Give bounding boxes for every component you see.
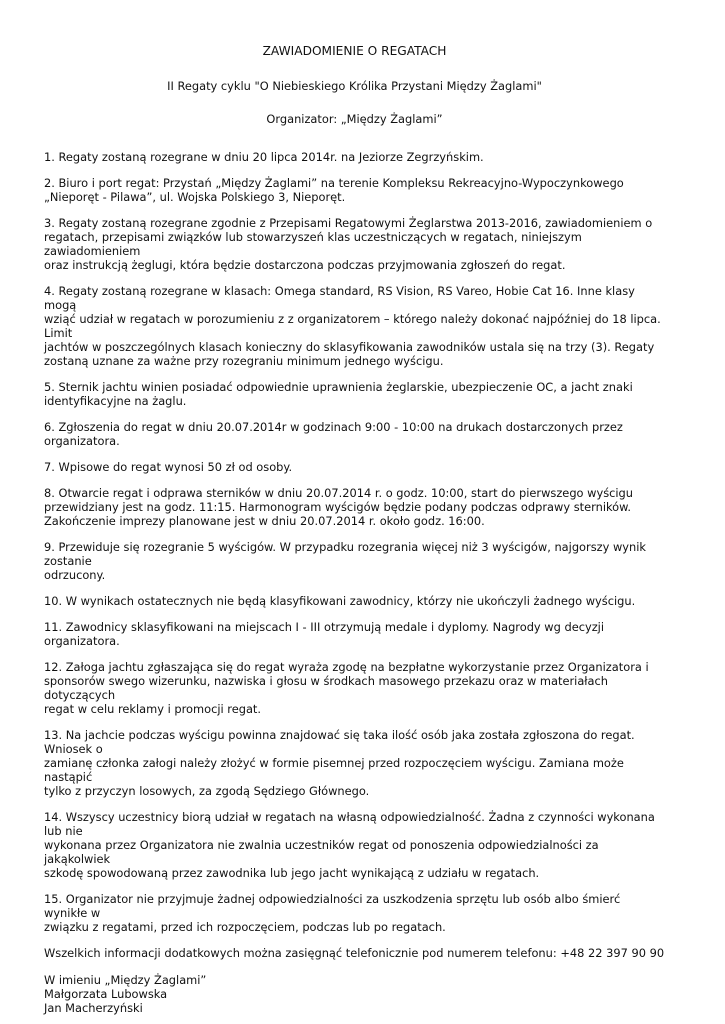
regulation-paragraph (44, 540, 665, 582)
paragraph-line: 9. Przewiduje się rozegranie 5 wyścigów. W przypadku rozegrania więcej niż 3 wyścigów, najgorszy wynik zostanie (44, 540, 647, 568)
paragraph-line: jachtów w poszczególnych klasach konieczny do sklasyfikowania zawodników ustala się na trzy (3). Regaty (44, 340, 655, 354)
paragraph-line: 5. Sternik jachtu winien posiadać odpowiednie uprawnienia żeglarskie, ubezpieczenie OC, a jacht znaki (44, 380, 633, 394)
regulation-paragraph (44, 176, 665, 204)
paragraph-line: przewidziany jest na godz. 11:15. Harmonogram wyścigów będzie podany podczas odprawy sterników. (44, 500, 632, 514)
regulation-paragraph (44, 620, 665, 648)
regulations-list (44, 150, 665, 934)
paragraph-line: 3. Regaty zostaną rozegrane zgodnie z Przepisami Regatowymi Żeglarstwa 2013-2016, zawiadomieniem o (44, 216, 653, 230)
paragraph-line: oraz instrukcją żeglugi, która będzie dostarczona podczas przyjmowania zgłoszeń do regat. (44, 258, 566, 272)
paragraph-line: tylko z przyczyn losowych, za zgodą Sędziego Głównego. (44, 784, 370, 798)
paragraph-line: 7. Wpisowe do regat wynosi 50 zł od osoby. (44, 460, 293, 474)
paragraph-line: zostaną uznane za ważne przy rozegraniu minimum jednego wyścigu. (44, 354, 444, 368)
regulation-paragraph (44, 420, 665, 448)
regulation-paragraph (44, 486, 665, 528)
paragraph-line: regatach, przepisami związków lub stowarzyszeń klas uczestniczących w regatach, niniejszym zawiadomieniem (44, 230, 582, 258)
regulation-paragraph (44, 216, 665, 272)
document-title: ZAWIADOMIENIE O REGATACH (262, 44, 447, 58)
signature-name: Małgorzata Lubowska (44, 987, 168, 1001)
paragraph-line: 2. Biuro i port regat: Przystań „Między Żaglami” na terenie Kompleksu Rekreacyjno-Wypoczynkowego (44, 176, 624, 190)
signature-name: Jan Macherzyński (44, 1001, 143, 1015)
paragraph-line: 14. Wszyscy uczestnicy biorą udział w regatach na własną odpowiedzialność. Żadna z czynności wykonana lub nie (44, 810, 655, 838)
signature-block (44, 973, 665, 1015)
contact-info: Wszelkich informacji dodatkowych można zasięgnąć telefonicznie pod numerem telefonu: +48 22 397 90 90 (44, 946, 665, 960)
paragraph-line: wziąć udział w regatach w porozumieniu z z organizatorem – którego należy dokonać najpóźniej do 18 lipca. Limit (44, 312, 661, 340)
paragraph-line: 8. Otwarcie regat i odprawa sterników w dniu 20.07.2014 r. o godz. 10:00, start do pierwszego wyścigu (44, 486, 634, 500)
paragraph-line: organizatora. (44, 434, 120, 448)
paragraph-line: szkodę spowodowaną przez zawodnika lub jego jacht wynikającą z udziału w regatach. (44, 866, 540, 880)
signature-on-behalf: W imieniu „Między Żaglami” (44, 973, 207, 987)
paragraph-line: zamianę członka załogi należy złożyć w formie pisemnej przed rozpoczęciem wyścigu. Zamiana może nastąpić (44, 756, 624, 784)
paragraph-line: odrzucony. (44, 568, 106, 582)
regulation-paragraph (44, 594, 665, 608)
paragraph-line: 10. W wynikach ostatecznych nie będą klasyfikowani zawodnicy, którzy nie ukończyli żadnego wyścigu. (44, 594, 636, 608)
regulation-paragraph (44, 380, 665, 408)
regulation-paragraph (44, 810, 665, 880)
paragraph-line: sponsorów swego wizerunku, nazwiska i głosu w środkach masowego przekazu oraz w materiałach dotyczących (44, 674, 609, 702)
regulation-paragraph (44, 660, 665, 716)
paragraph-line: 4. Regaty zostaną rozegrane w klasach: Omega standard, RS Vision, RS Vareo, Hobie Cat 16. Inne klasy mogą (44, 284, 635, 312)
paragraph-line: 6. Zgłoszenia do regat w dniu 20.07.2014r w godzinach 9:00 - 10:00 na drukach dostarczonych przez (44, 420, 623, 434)
paragraph-line: 11. Zawodnicy sklasyfikowani na miejscach I - III otrzymują medale i dyplomy. Nagrody wg decyzji organizatora. (44, 620, 605, 648)
paragraph-line: wykonana przez Organizatora nie zwalnia uczestników regat od ponoszenia odpowiedzialności za jakąkolwiek (44, 838, 599, 866)
paragraph-line: regat w celu reklamy i promocji regat. (44, 702, 262, 716)
regulation-paragraph (44, 150, 665, 164)
organizer-line: Organizator: „Między Żaglami” (266, 112, 443, 126)
paragraph-line: 12. Załoga jachtu zgłaszająca się do regat wyraża zgodę na bezpłatne wykorzystanie przez Organizatora i (44, 660, 649, 674)
paragraph-line: 13. Na jachcie podczas wyścigu powinna znajdować się taka ilość osób jaka została zgłoszona do regat. Wniosek o (44, 728, 635, 756)
document-subtitle: II Regaty cyklu "O Niebieskiego Królika Przystani Między Żaglami" (167, 79, 542, 93)
regulation-paragraph (44, 460, 665, 474)
paragraph-line: 15. Organizator nie przyjmuje żadnej odpowiedzialności za uszkodzenia sprzętu lub osób albo śmierć wynikłe w (44, 892, 621, 920)
paragraph-line: związku z regatami, przed ich rozpoczęciem, podczas lub po regatach. (44, 920, 446, 934)
regulation-paragraph (44, 892, 665, 934)
regulation-paragraph (44, 284, 665, 368)
regulation-paragraph (44, 728, 665, 798)
paragraph-line: „Nieporęt - Pilawa”, ul. Wojska Polskiego 3, Nieporęt. (44, 190, 346, 204)
paragraph-line: identyfikacyjne na żaglu. (44, 394, 187, 408)
paragraph-line: 1. Regaty zostaną rozegrane w dniu 20 lipca 2014r. na Jeziorze Zegrzyńskim. (44, 150, 484, 164)
paragraph-line: Zakończenie imprezy planowane jest w dniu 20.07.2014 r. około godz. 16:00. (44, 514, 485, 528)
